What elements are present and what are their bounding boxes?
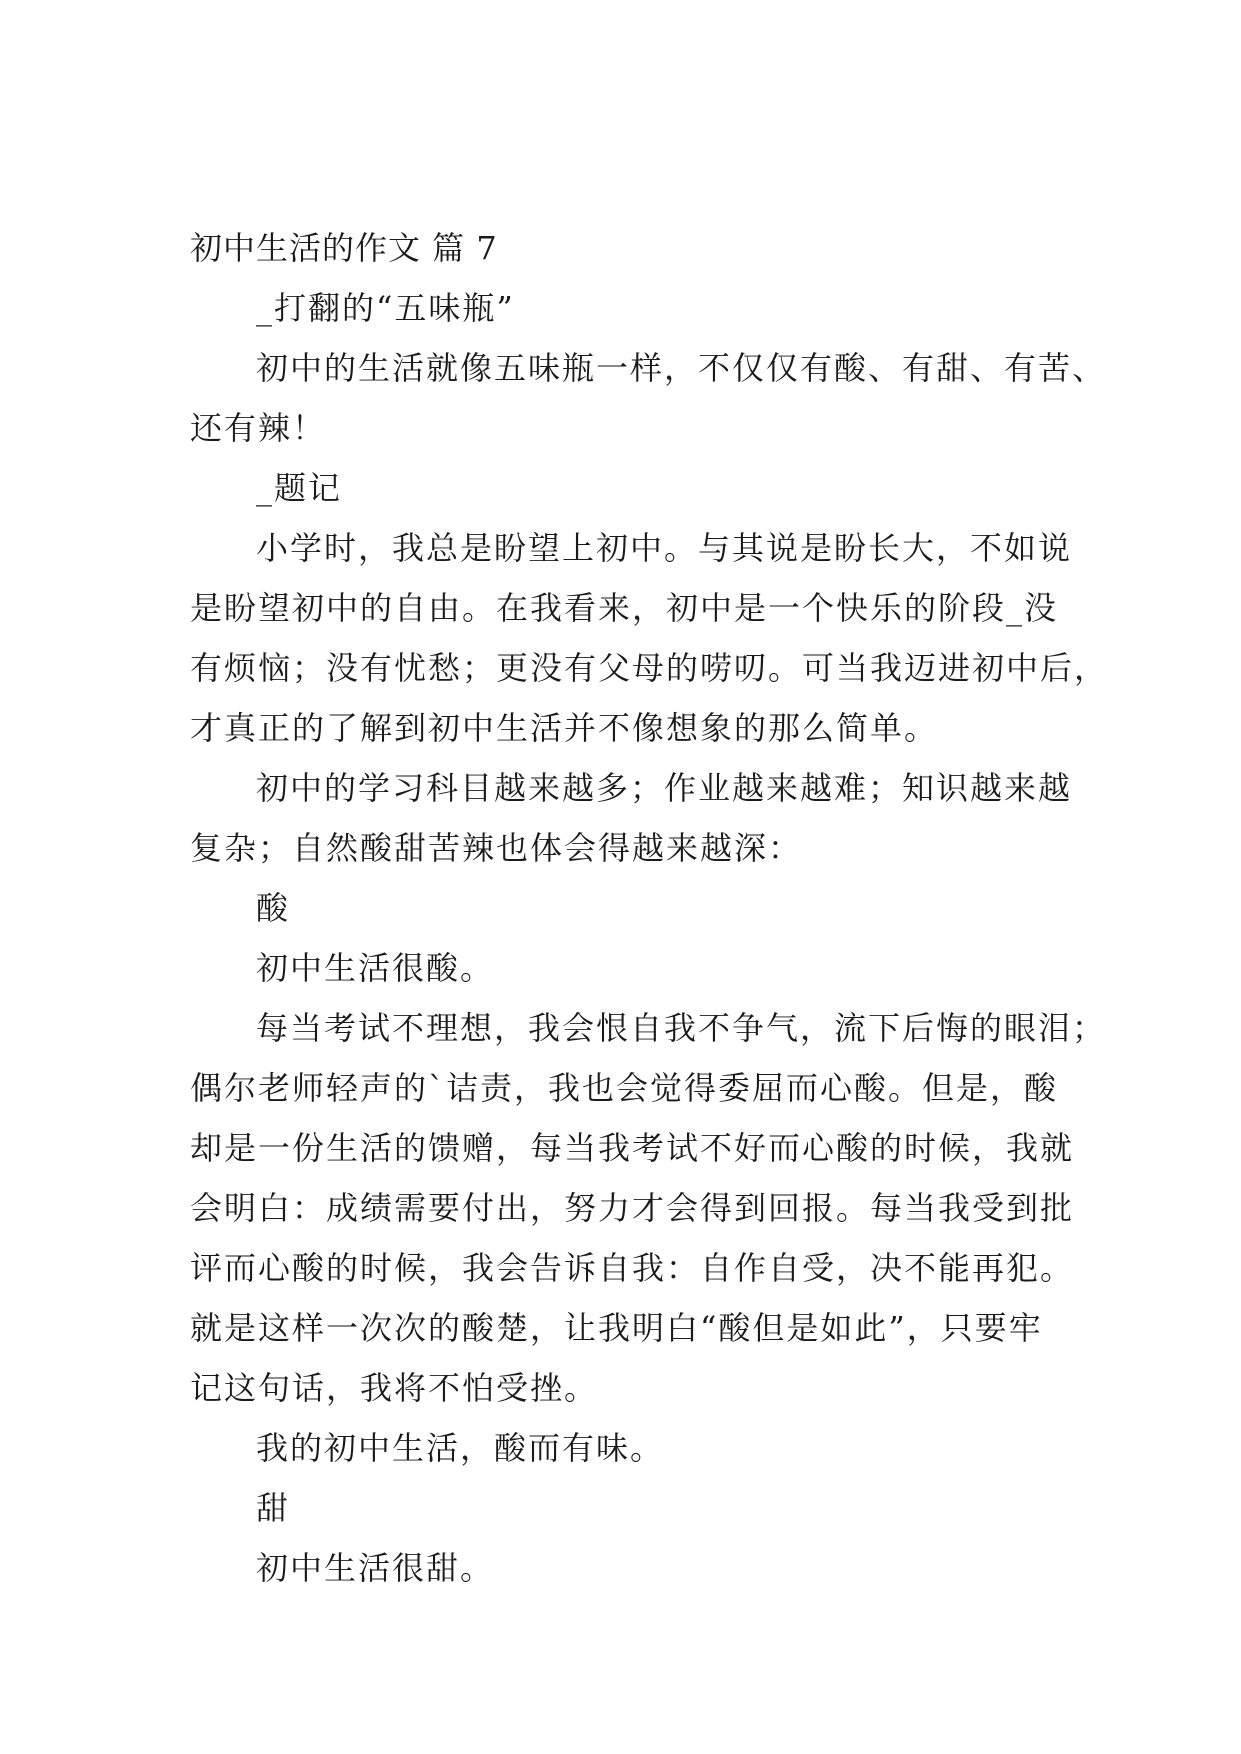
text-line: 初中的生活就像五味瓶一样，不仅仅有酸、有甜、有苦、	[256, 349, 1107, 387]
text-line: 会明白：成绩需要付出，努力才会得到回报。每当我受到批	[190, 1189, 1075, 1227]
text-line: 是盼望初中的自由。在我看来，初中是一个快乐的阶段_没	[190, 589, 1059, 627]
text-line: 每当考试不理想，我会恨自我不争气，流下后悔的眼泪；	[256, 1009, 1107, 1047]
text-line: 小学时，我总是盼望上初中。与其说是盼长大，不如说	[256, 529, 1073, 567]
text-line: 记这句话，我将不怕受挫。	[190, 1369, 599, 1407]
text-line: 初中生活很甜。	[256, 1549, 495, 1587]
text-line: 有烦恼；没有忧愁；更没有父母的唠叨。可当我迈进初中后，	[190, 649, 1109, 687]
section-heading: 甜	[256, 1489, 291, 1527]
text-line: 才真正的了解到初中生活并不像想象的那么简单。	[190, 709, 939, 747]
text-line: 却是一份生活的馈赠，每当我考试不好而心酸的时候，我就	[190, 1129, 1075, 1167]
text-line: _题记	[256, 469, 343, 507]
text-line: 偶尔老师轻声的`诘责，我也会觉得委屈而心酸。但是，酸	[190, 1069, 1059, 1107]
text-line: 我的初中生活，酸而有味。	[256, 1429, 665, 1467]
text-line: 初中生活很酸。	[256, 949, 495, 987]
text-line: 就是这样一次次的酸楚，让我明白“酸但是如此”，只要牢	[190, 1309, 1043, 1347]
text-line: 还有辣！	[190, 409, 327, 447]
text-line: 复杂；自然酸甜苦辣也体会得越来越深：	[190, 829, 803, 867]
text-line: _打翻的“五味瓶”	[256, 289, 515, 327]
essay-title: 初中生活的作文 篇 7	[190, 229, 498, 267]
document-body	[190, 218, 1109, 1598]
section-heading: 酸	[256, 889, 291, 927]
text-line: 评而心酸的时候，我会告诉自我：自作自受，决不能再犯。	[190, 1249, 1075, 1287]
text-line: 初中的学习科目越来越多；作业越来越难；知识越来越	[256, 769, 1073, 807]
